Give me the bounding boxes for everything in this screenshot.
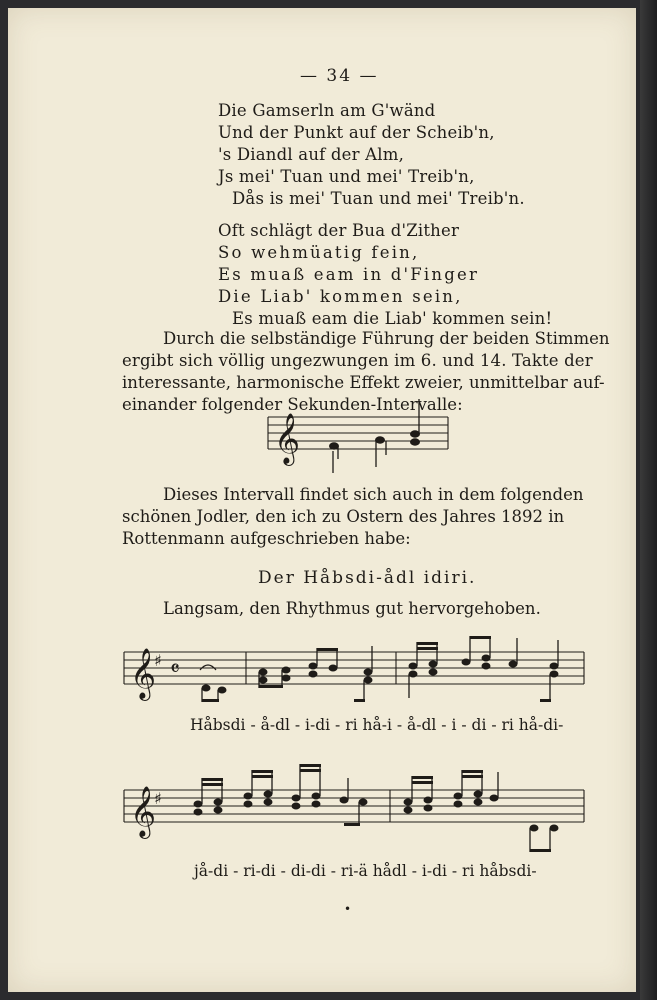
page-number: — 34 — xyxy=(300,66,379,86)
verse-1-line-2: Und der Punkt auf der Scheib'n, xyxy=(218,123,495,142)
paragraph-2-line-1: Dieses Intervall findet sich auch in dem folgenden xyxy=(163,485,584,504)
lyrics-line-2: jå-di - ri-di - di-di - ri-ä hådl - i-di - ri håbsdi- xyxy=(194,862,537,880)
lyrics-line-1: Håbsdi - å-dl - i-di - ri hå-i - å-dl - i - di - ri hå-di- xyxy=(190,716,564,734)
music-staff-1 xyxy=(118,626,588,716)
verse-2-line-5: Es muaß eam die Liab' kommen sein! xyxy=(232,309,553,328)
measure-2-notes xyxy=(259,646,372,702)
tempo-marking: Langsam, den Rhythmus gut hervorgehoben. xyxy=(163,599,541,618)
sharp-icon: ♯ xyxy=(154,789,162,808)
paragraph-2-line-3: Rottenmann aufgeschrieben habe: xyxy=(122,529,411,548)
measure-4-notes xyxy=(194,764,367,826)
verse-1-line-1: Die Gamserln am G'wänd xyxy=(218,101,436,120)
verse-2-line-3: Es muaß eam in d'Finger xyxy=(218,265,480,284)
paragraph-1-line-3: interessante, harmonische Effekt zweier, unmittelbar auf- xyxy=(122,373,605,392)
measure-5-notes xyxy=(404,770,564,852)
measure-3-notes xyxy=(409,636,558,702)
interval-music-example xyxy=(260,395,460,475)
page-edge-shadow xyxy=(640,0,657,1000)
common-time-icon: 𝄴 xyxy=(170,657,180,682)
paragraph-1-line-4: einander folgender Sekunden-Intervalle: xyxy=(122,395,463,414)
treble-clef-icon: 𝄞 xyxy=(130,648,157,699)
treble-clef-icon: 𝄞 xyxy=(130,786,157,837)
verse-1-line-5: Dås is mei' Tuan und mei' Treib'n. xyxy=(232,189,525,208)
verse-2-line-4: Die Liab' kommen sein, xyxy=(218,287,463,306)
verse-1-line-3: 's Diandl auf der Alm, xyxy=(218,145,405,164)
sharp-icon: ♯ xyxy=(154,651,162,670)
page-speck: • xyxy=(344,902,352,916)
treble-clef-icon: 𝄞 xyxy=(274,413,301,464)
verse-2-line-1: Oft schlägt der Bua d'Zither xyxy=(218,221,460,240)
measure-1-notes xyxy=(202,685,226,702)
music-staff-2 xyxy=(118,750,588,860)
paragraph-1-line-2: ergibt sich völlig ungezwungen im 6. und 14. Takte der xyxy=(122,351,593,370)
verse-2-line-2: So wehmüatig fein, xyxy=(218,243,420,262)
paragraph-1-line-1: Durch die selbständige Führung der beiden Stimmen xyxy=(163,329,610,348)
verse-1-line-4: Js mei' Tuan und mei' Treib'n, xyxy=(218,167,475,186)
song-title: Der Håbsdi-ådl idiri. xyxy=(258,568,477,588)
paragraph-2-line-2: schönen Jodler, den ich zu Ostern des Jahres 1892 in xyxy=(122,507,565,526)
